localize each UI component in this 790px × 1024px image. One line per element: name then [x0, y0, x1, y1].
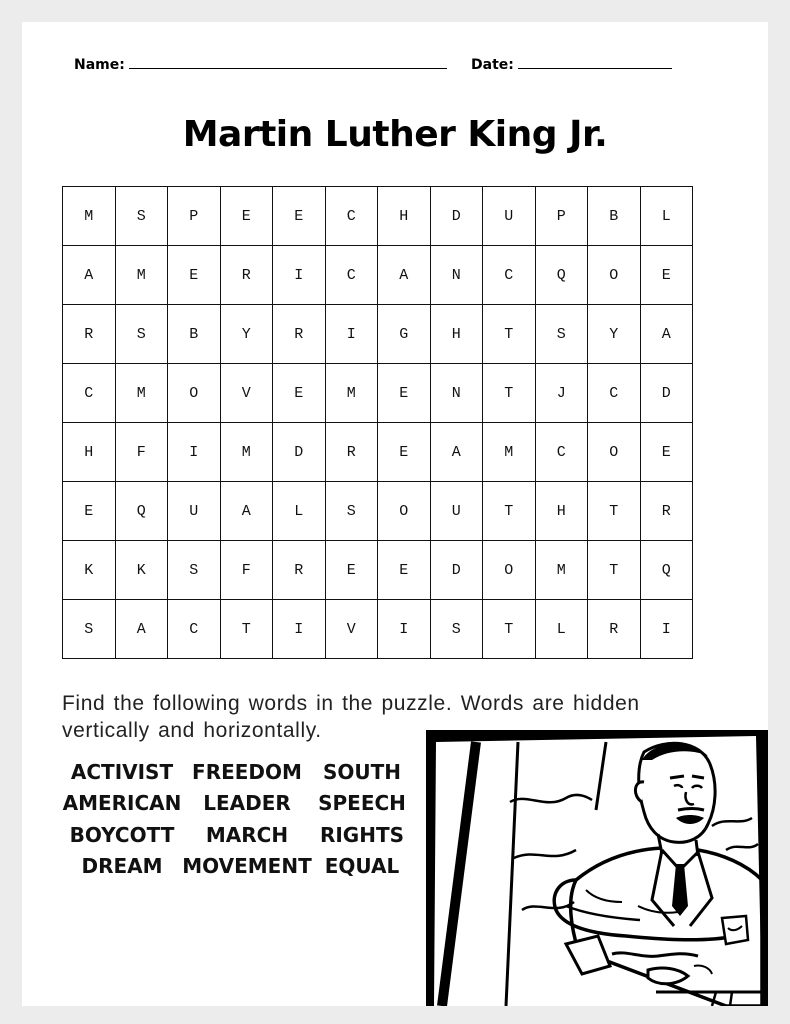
grid-cell[interactable]: T: [588, 482, 641, 541]
grid-cell[interactable]: S: [115, 305, 168, 364]
grid-cell[interactable]: L: [273, 482, 326, 541]
grid-cell[interactable]: A: [115, 600, 168, 659]
grid-cell[interactable]: M: [115, 246, 168, 305]
grid-cell[interactable]: R: [640, 482, 693, 541]
grid-cell[interactable]: D: [430, 541, 483, 600]
word-list-row: [62, 756, 412, 788]
grid-cell[interactable]: N: [430, 364, 483, 423]
word-list-item: AMERICAN: [62, 791, 182, 816]
grid-cell[interactable]: E: [325, 541, 378, 600]
grid-cell[interactable]: C: [483, 246, 536, 305]
grid-cell[interactable]: C: [63, 364, 116, 423]
grid-cell[interactable]: H: [430, 305, 483, 364]
grid-cell[interactable]: R: [273, 305, 326, 364]
grid-cell[interactable]: I: [168, 423, 221, 482]
grid-cell[interactable]: E: [273, 364, 326, 423]
word-list-item: MARCH: [205, 822, 289, 847]
grid-cell[interactable]: D: [430, 187, 483, 246]
name-blank-line[interactable]: [129, 54, 447, 69]
grid-cell[interactable]: E: [378, 541, 431, 600]
grid-cell[interactable]: H: [378, 187, 431, 246]
grid-cell[interactable]: C: [325, 187, 378, 246]
grid-cell[interactable]: A: [378, 246, 431, 305]
word-list-item: BOYCOTT: [69, 822, 175, 847]
date-field: [471, 54, 672, 73]
mlk-portrait-illustration: [426, 730, 768, 1006]
grid-cell[interactable]: R: [325, 423, 378, 482]
grid-cell[interactable]: B: [168, 305, 221, 364]
grid-cell[interactable]: F: [115, 423, 168, 482]
grid-row: [63, 364, 693, 423]
word-list-item: ACTIVIST: [70, 759, 174, 784]
grid-cell[interactable]: S: [63, 600, 116, 659]
grid-cell[interactable]: A: [220, 482, 273, 541]
grid-cell[interactable]: E: [378, 364, 431, 423]
grid-cell[interactable]: G: [378, 305, 431, 364]
word-list-item: SPEECH: [318, 791, 406, 816]
word-list-row: [62, 819, 412, 851]
grid-cell[interactable]: A: [430, 423, 483, 482]
grid-cell[interactable]: A: [63, 246, 116, 305]
grid-cell[interactable]: H: [535, 482, 588, 541]
grid-row: [63, 305, 693, 364]
grid-cell[interactable]: E: [640, 423, 693, 482]
grid-row: [63, 187, 693, 246]
grid-cell[interactable]: B: [588, 187, 641, 246]
grid-cell[interactable]: V: [220, 364, 273, 423]
grid-row: [63, 541, 693, 600]
grid-cell[interactable]: M: [63, 187, 116, 246]
word-list-item: MOVEMENT: [182, 854, 312, 879]
grid-cell[interactable]: Q: [640, 541, 693, 600]
grid-cell[interactable]: S: [325, 482, 378, 541]
word-list-item: FREEDOM: [192, 759, 302, 784]
grid-cell[interactable]: C: [325, 246, 378, 305]
grid-cell[interactable]: M: [535, 541, 588, 600]
grid-cell[interactable]: E: [63, 482, 116, 541]
grid-cell[interactable]: T: [483, 482, 536, 541]
grid-cell[interactable]: K: [63, 541, 116, 600]
word-list-item: DREAM: [81, 854, 163, 879]
grid-cell[interactable]: R: [220, 246, 273, 305]
grid-cell[interactable]: O: [378, 482, 431, 541]
grid-cell[interactable]: I: [325, 305, 378, 364]
grid-cell[interactable]: T: [483, 600, 536, 659]
word-list-item: LEADER: [203, 791, 291, 816]
grid-cell[interactable]: N: [430, 246, 483, 305]
grid-cell[interactable]: S: [115, 187, 168, 246]
grid-cell[interactable]: T: [588, 541, 641, 600]
word-list-row: [62, 851, 412, 883]
grid-cell[interactable]: H: [63, 423, 116, 482]
grid-cell[interactable]: A: [640, 305, 693, 364]
grid-row: [63, 482, 693, 541]
grid-cell[interactable]: E: [220, 187, 273, 246]
grid-cell[interactable]: T: [483, 305, 536, 364]
grid-row: [63, 246, 693, 305]
grid-cell[interactable]: U: [483, 187, 536, 246]
grid-cell[interactable]: S: [168, 541, 221, 600]
date-blank-line[interactable]: [518, 54, 672, 69]
grid-cell[interactable]: F: [220, 541, 273, 600]
grid-row: [63, 423, 693, 482]
word-list-item: EQUAL: [324, 854, 400, 879]
grid-cell[interactable]: C: [535, 423, 588, 482]
grid-cell[interactable]: L: [640, 187, 693, 246]
grid-cell[interactable]: Q: [535, 246, 588, 305]
grid-cell[interactable]: S: [535, 305, 588, 364]
word-list-item: RIGHTS: [319, 822, 405, 847]
grid-cell[interactable]: O: [588, 246, 641, 305]
grid-cell[interactable]: I: [640, 600, 693, 659]
grid-cell[interactable]: Q: [115, 482, 168, 541]
grid-cell[interactable]: S: [430, 600, 483, 659]
name-field: [74, 54, 447, 73]
grid-cell[interactable]: V: [325, 600, 378, 659]
instructions-text: Find the following words in the puzzle. Words are hidden vertically and horizontally.: [62, 692, 640, 742]
grid-cell[interactable]: M: [325, 364, 378, 423]
grid-cell[interactable]: T: [220, 600, 273, 659]
grid-cell[interactable]: U: [430, 482, 483, 541]
word-list: [62, 756, 412, 882]
grid-cell[interactable]: R: [273, 541, 326, 600]
grid-cell[interactable]: L: [535, 600, 588, 659]
grid-cell[interactable]: O: [168, 364, 221, 423]
grid-cell[interactable]: R: [63, 305, 116, 364]
date-label: Date:: [471, 57, 514, 73]
grid-cell[interactable]: R: [588, 600, 641, 659]
grid-cell[interactable]: M: [483, 423, 536, 482]
grid-cell[interactable]: P: [535, 187, 588, 246]
grid-cell[interactable]: E: [378, 423, 431, 482]
grid-cell[interactable]: O: [588, 423, 641, 482]
name-label: Name:: [74, 57, 125, 73]
grid-cell[interactable]: P: [168, 187, 221, 246]
grid-cell[interactable]: J: [535, 364, 588, 423]
word-search-grid: [62, 186, 693, 659]
grid-cell[interactable]: I: [273, 246, 326, 305]
grid-cell[interactable]: Y: [220, 305, 273, 364]
grid-cell[interactable]: U: [168, 482, 221, 541]
grid-cell[interactable]: D: [273, 423, 326, 482]
grid-cell[interactable]: I: [273, 600, 326, 659]
page-title: Martin Luther King Jr.: [182, 114, 608, 155]
grid-cell[interactable]: C: [168, 600, 221, 659]
grid-cell[interactable]: K: [115, 541, 168, 600]
grid-cell[interactable]: E: [273, 187, 326, 246]
worksheet-page: [22, 22, 768, 1006]
word-list-item: SOUTH: [322, 759, 402, 784]
grid-cell[interactable]: M: [115, 364, 168, 423]
grid-cell[interactable]: I: [378, 600, 431, 659]
grid-row: [63, 600, 693, 659]
grid-cell[interactable]: O: [483, 541, 536, 600]
word-list-row: [62, 788, 412, 820]
grid-cell[interactable]: E: [640, 246, 693, 305]
grid-cell[interactable]: D: [640, 364, 693, 423]
grid-cell[interactable]: E: [168, 246, 221, 305]
grid-cell[interactable]: M: [220, 423, 273, 482]
grid-cell[interactable]: C: [588, 364, 641, 423]
grid-cell[interactable]: Y: [588, 305, 641, 364]
grid-cell[interactable]: T: [483, 364, 536, 423]
